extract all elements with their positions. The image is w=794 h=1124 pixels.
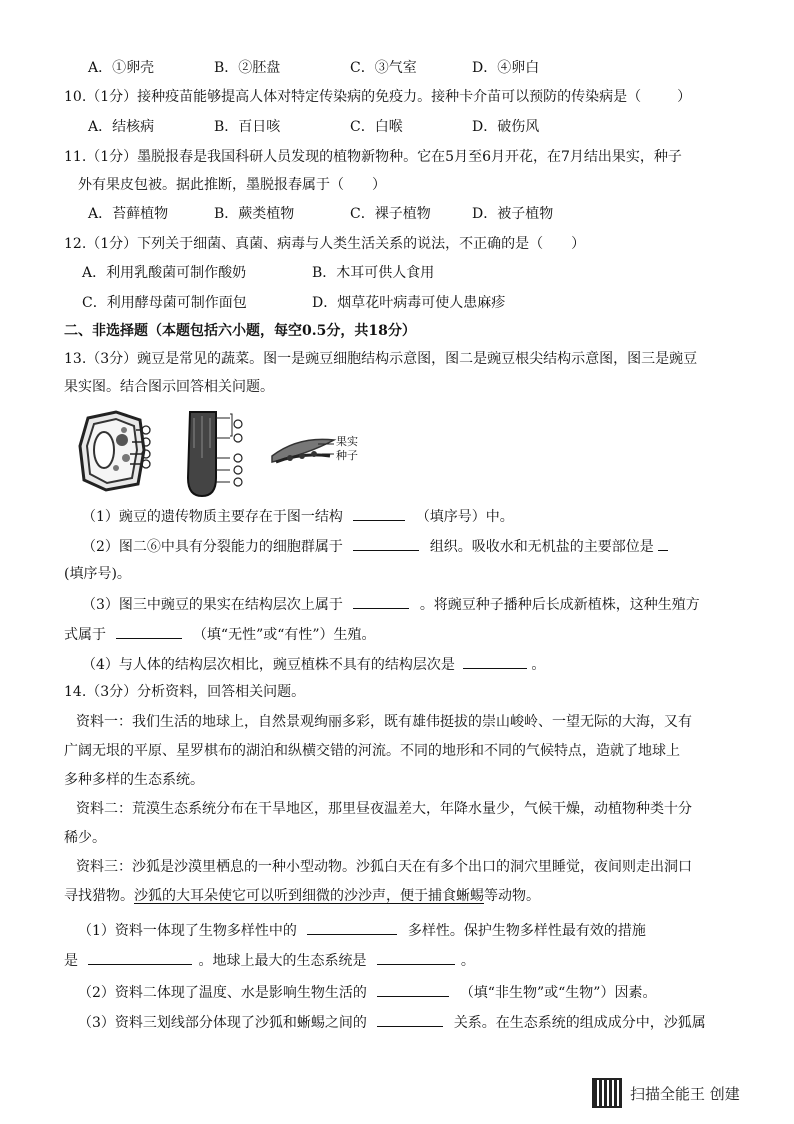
figure-pea-pod <box>268 432 340 472</box>
q12-option-c: C．利用酵母菌可制作面包 <box>82 295 247 311</box>
q14-m3-underlined: 沙狐的大耳朵使它可以听到细微的沙沙声，便于捕食蜥蜴 <box>134 888 484 904</box>
q10-option-c: C．白喉 <box>350 119 403 135</box>
q14-title: 14.（3分）分析资料，回答相关问题。 <box>64 684 306 700</box>
q12-option-a: A．利用乳酸菌可制作酸奶 <box>82 265 247 281</box>
q13-part-3 <box>82 594 700 615</box>
q14-p3-text-end: 关系。在生态系统的组成成分中，沙狐属 <box>453 1015 706 1031</box>
figure-pea-root-tip <box>180 408 250 500</box>
q10-stem <box>64 87 691 107</box>
q9-option-b: B．②胚盘 <box>214 60 281 76</box>
camscanner-footer <box>592 1078 740 1108</box>
q13-part-1 <box>82 506 514 527</box>
footer-text: 扫描全能王 创建 <box>630 1084 740 1103</box>
q13-p3-blank-1[interactable] <box>353 594 409 609</box>
q10-stem-text: 10.（1分）接种疫苗能够提高人体对特定传染病的免疫力。接种卡介苗可以预防的传染病是（ <box>64 89 642 105</box>
q14-part-1 <box>78 920 646 941</box>
q13-p3-blank-2[interactable] <box>116 624 182 639</box>
q13-p2-blank-2[interactable] <box>658 536 668 551</box>
q13-p2-text: （2）图二⑥中具有分裂能力的细胞群属于 <box>82 539 343 555</box>
q13-part-2 <box>82 536 668 557</box>
q13-p3-text-start: 式属于 <box>64 627 106 643</box>
q13-p2-text-mid: 组织。吸收水和无机盐的主要部位是 <box>429 539 654 555</box>
q14-p3-text: （3）资料三划线部分体现了沙狐和蜥蜴之间的 <box>78 1015 367 1031</box>
q14-material-3-line-2 <box>64 886 540 906</box>
q13-p3-text-end: （填“无性”或“有性”）生殖。 <box>192 627 376 643</box>
q11-line-1: 11.（1分）墨脱报春是我国科研人员发现的植物新物种。它在5月至6月开花，在7月结出果实，种子 <box>64 149 682 165</box>
q10-option-b: B．百日咳 <box>214 119 281 135</box>
q13-p1-text: （1）豌豆的遗传物质主要存在于图一结构 <box>82 509 343 525</box>
q9-option-c: C．③气室 <box>350 60 417 76</box>
figure-pea-cell <box>76 410 156 492</box>
q9-option-a: A．①卵壳 <box>88 60 155 76</box>
q14-part-1-cont <box>64 950 475 971</box>
q14-part-2 <box>78 982 656 1003</box>
q14-m3-text: 寻找猎物。 <box>64 888 134 904</box>
q11-option-b: B．蕨类植物 <box>214 206 295 222</box>
q13-part-4 <box>82 654 545 675</box>
q14-material-3-line-1: 资料三：沙狐是沙漠里栖息的一种小型动物。沙狐白天在有多个出口的洞穴里睡觉，夜间则走出洞口 <box>76 859 692 875</box>
q14-material-1-line-3: 多种多样的生态系统。 <box>64 772 204 788</box>
q9-option-d: D．④卵白 <box>472 60 540 76</box>
fig3-label-fruit: 果实 <box>336 435 358 448</box>
fig3-label-seed: 种子 <box>336 449 358 462</box>
q13-p1-blank[interactable] <box>353 506 405 521</box>
q11-line-2: 外有果皮包被。据此推断，墨脱报春属于（ ） <box>78 177 386 193</box>
q13-part-2-cont: (填序号)。 <box>64 566 131 582</box>
q14-material-1-line-2: 广阔无垠的平原、星罗棋布的湖泊和纵横交错的河流。不同的地形和不同的气候特点，造就了地球上 <box>64 743 680 759</box>
q12-stem: 12.（1分）下列关于细菌、真菌、病毒与人类生活关系的说法，不正确的是（ ） <box>64 236 586 252</box>
q11-option-a: A．苔藓植物 <box>88 206 169 222</box>
q14-material-2-line-1: 资料二：荒漠生态系统分布在干旱地区，那里昼夜温差大，年降水量少，气候干燥，动植物种类十分 <box>76 801 692 817</box>
qr-code-icon <box>592 1078 622 1108</box>
q13-p2-blank-1[interactable] <box>353 536 419 551</box>
q11-option-c: C．裸子植物 <box>350 206 431 222</box>
q14-p1-blank-1[interactable] <box>307 920 397 935</box>
q13-p1-text-end: （填序号）中。 <box>415 509 514 525</box>
q13-p4-period: 。 <box>531 657 546 673</box>
q12-option-b: B．木耳可供人食用 <box>312 265 435 281</box>
q14-p2-blank[interactable] <box>377 982 449 997</box>
q10-option-a: A．结核病 <box>88 119 155 135</box>
q14-material-1-line-1: 资料一：我们生活的地球上，自然景观绚丽多彩，既有雄伟挺拔的崇山峻岭、一望无际的大海，又有 <box>76 714 692 730</box>
q14-p1-text-mid: 多样性。保护生物多样性最有效的措施 <box>407 923 646 939</box>
q10-stem-close: ） <box>677 89 692 105</box>
q13-p4-blank[interactable] <box>463 654 527 669</box>
q10-option-d: D．破伤风 <box>472 119 540 135</box>
q14-material-2-line-2: 稀少。 <box>64 830 106 846</box>
q12-option-d: D．烟草花叶病毒可使人患麻疹 <box>312 295 506 311</box>
q14-p1-text-mid-2: 。地球上最大的生态系统是 <box>198 953 367 969</box>
q14-p1-blank-2[interactable] <box>88 950 192 965</box>
section-2-heading: 二、非选择题（本题包括六小题，每空0.5分，共18分） <box>64 323 416 339</box>
q14-p1-text: （1）资料一体现了生物多样性中的 <box>78 923 297 939</box>
q13-part-3-cont <box>64 624 376 645</box>
q13-line-1: 13.（3分）豌豆是常见的蔬菜。图一是豌豆细胞结构示意图，图二是豌豆根尖结构示意图，图三是豌豆 <box>64 351 698 367</box>
q11-option-d: D．被子植物 <box>472 206 554 222</box>
q13-p3-text-mid: 。将豌豆种子播种后长成新植株，这种生殖方 <box>419 597 700 613</box>
q13-p4-text: （4）与人体的结构层次相比，豌豆植株不具有的结构层次是 <box>82 657 455 673</box>
q14-p1-text-start: 是 <box>64 953 78 969</box>
q14-part-3 <box>78 1012 706 1033</box>
q14-p1-period: 。 <box>460 953 475 969</box>
q14-p3-blank[interactable] <box>377 1012 443 1027</box>
q14-p1-blank-3[interactable] <box>377 950 455 965</box>
q13-p3-text: （3）图三中豌豆的果实在结构层次上属于 <box>82 597 343 613</box>
q14-m3-text-end: 等动物。 <box>484 888 540 904</box>
q14-p2-text-end: （填“非生物”或“生物”）因素。 <box>459 985 657 1001</box>
q13-line-2: 果实图。结合图示回答相关问题。 <box>64 379 274 395</box>
q14-p2-text: （2）资料二体现了温度、水是影响生物生活的 <box>78 985 367 1001</box>
